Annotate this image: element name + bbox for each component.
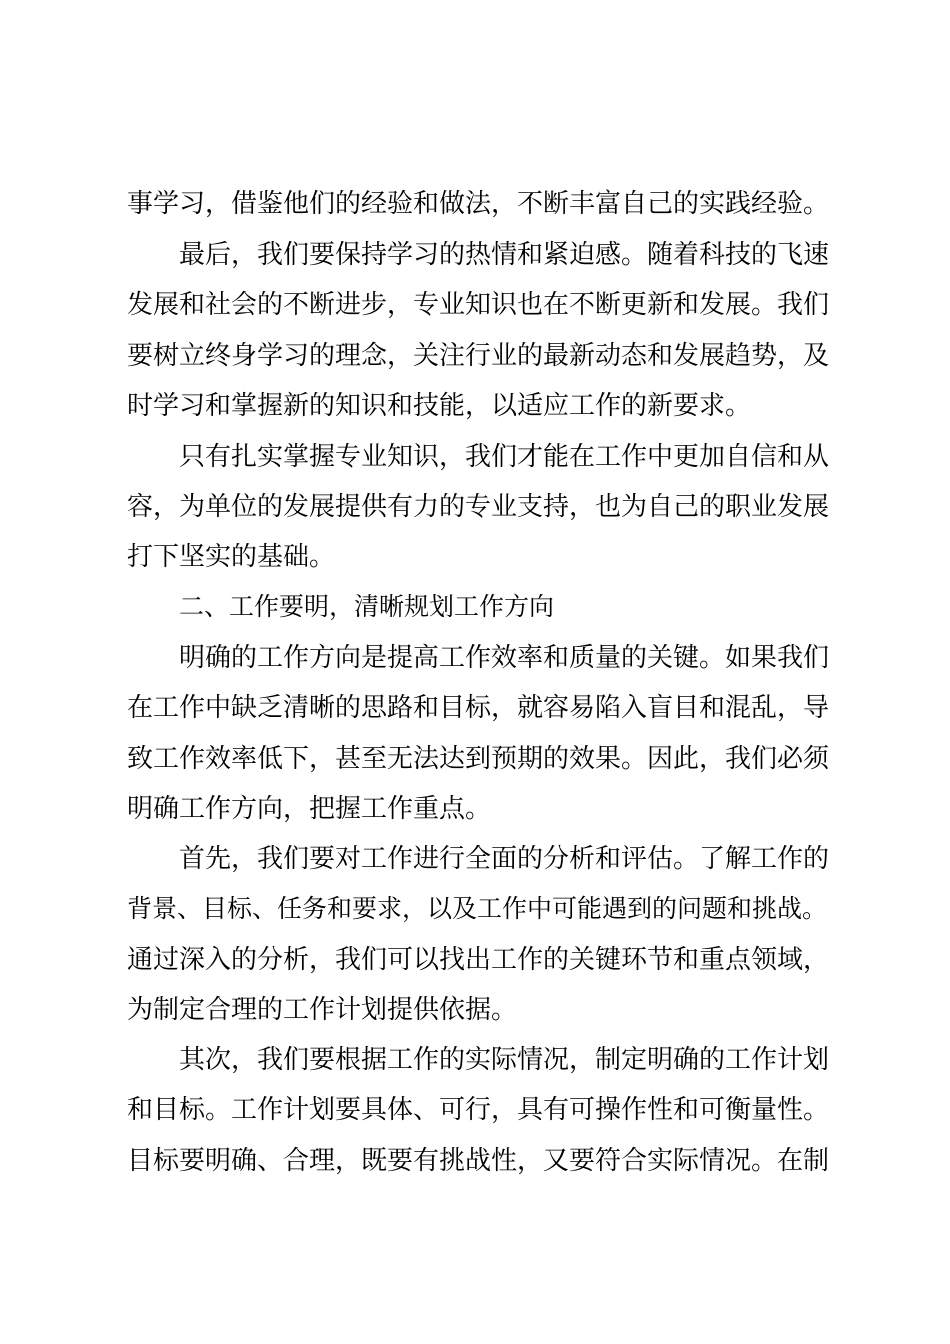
text-line: 目标要明确、合理，既要有挑战性，又要符合实际情况。在制 [127, 1146, 830, 1176]
text-line: 时学习和掌握新的知识和技能，以适应工作的新要求。 [127, 391, 752, 421]
text-line: 致工作效率低下，甚至无法达到预期的效果。因此，我们必须 [127, 744, 830, 774]
section-heading: 二、工作要明，清晰规划工作方向 [179, 592, 555, 621]
text-line: 为制定合理的工作计划提供依据。 [127, 995, 518, 1025]
text-line: 最后，我们要保持学习的热情和紧迫感。随着科技的飞速 [179, 240, 830, 270]
text-line: 事学习，借鉴他们的经验和做法，不断丰富自己的实践经验。 [127, 189, 830, 219]
text-line: 打下坚实的基础。 [127, 542, 336, 572]
text-line: 通过深入的分析，我们可以找出工作的关键环节和重点领域， [127, 945, 830, 975]
text-line: 发展和社会的不断进步，专业知识也在不断更新和发展。我们 [127, 290, 830, 320]
text-line: 首先，我们要对工作进行全面的分析和评估。了解工作的 [179, 844, 830, 874]
text-line: 明确工作方向，把握工作重点。 [127, 794, 492, 824]
text-line: 其次，我们要根据工作的实际情况，制定明确的工作计划 [179, 1045, 830, 1075]
text-line: 在工作中缺乏清晰的思路和目标，就容易陷入盲目和混乱，导 [127, 693, 830, 723]
text-line: 容，为单位的发展提供有力的专业支持，也为自己的职业发展 [127, 492, 830, 522]
text-line: 明确的工作方向是提高工作效率和质量的关键。如果我们 [179, 643, 830, 673]
text-line: 背景、目标、任务和要求，以及工作中可能遇到的问题和挑战。 [127, 894, 828, 923]
text-line: 只有扎实掌握专业知识，我们才能在工作中更加自信和从 [179, 442, 830, 472]
text-line: 和目标。工作计划要具体、可行，具有可操作性和可衡量性。 [127, 1095, 830, 1125]
text-line: 要树立终身学习的理念，关注行业的最新动态和发展趋势，及 [127, 341, 830, 371]
